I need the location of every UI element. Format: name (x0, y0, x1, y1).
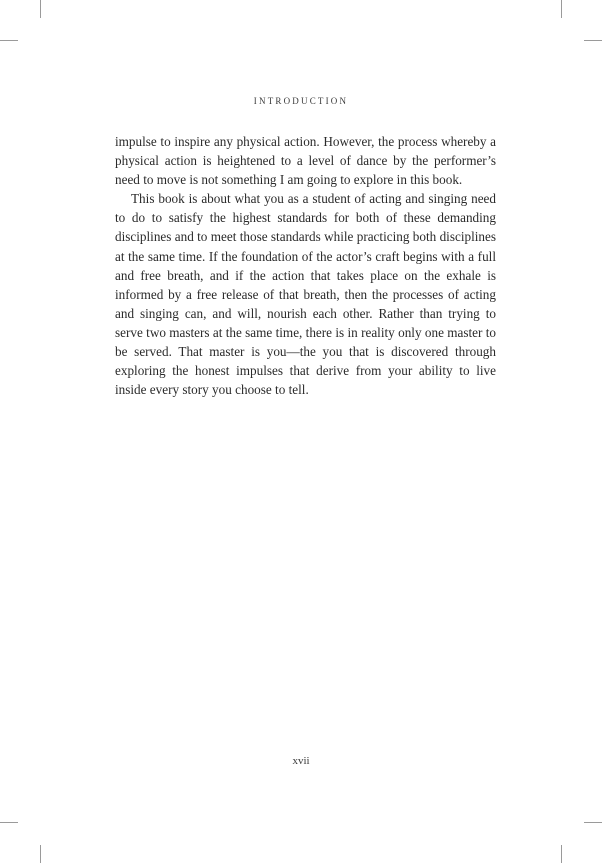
crop-mark-top-left (40, 0, 41, 18)
crop-mark-top-right (561, 0, 562, 18)
crop-mark-left-upper (0, 40, 18, 41)
crop-mark-right-lower (584, 822, 602, 823)
crop-mark-bottom-left (40, 845, 41, 863)
crop-mark-left-lower (0, 822, 18, 823)
crop-mark-bottom-right (561, 845, 562, 863)
crop-mark-right-upper (584, 40, 602, 41)
paragraph-2: This book is about what you as a student of acting and singing need to do to satisfy the highest standards for both of these demanding disciplines and to meet those standards while practicing both disciplines at the same time. If the foundation of the actor’s craft begins with a full and free breath, and if the action that takes place on the exhale is informed by a free release of that breath, then the processes of acting and singing can, and will, nourish each other. Rather than trying to serve two masters at the same time, there is in reality only one master to be served. That master is you—the you that is discovered through exploring the honest impulses that derive from your ability to live inside every story you choose to tell. (115, 191, 496, 398)
paragraph-1: impulse to inspire any physical action. However, the process whereby a physical action is heightened to a level of dance by the performer’s need to move is not something I am going to explore in this book. (115, 134, 496, 188)
running-head: INTRODUCTION (253, 96, 349, 106)
page-number: xvii (292, 755, 310, 767)
body-text (115, 132, 496, 399)
